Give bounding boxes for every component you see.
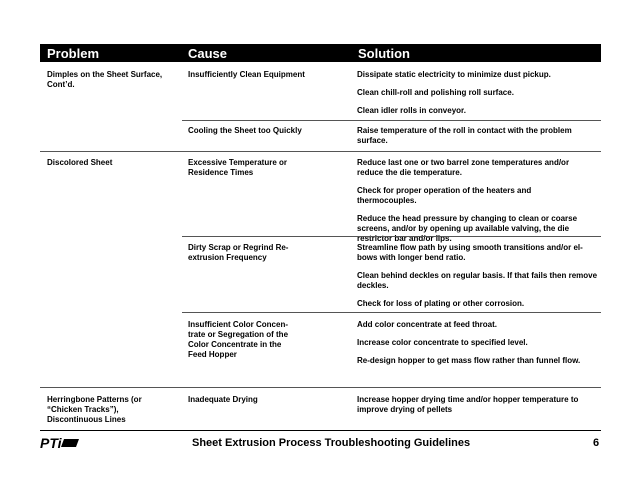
solution-cell bbox=[357, 126, 589, 146]
cause-cell: Insufficient Color Concen-trate or Segregation of the Color Concentrate in the Feed Hopper bbox=[188, 320, 289, 359]
solution-item: Clean chill-roll and polishing roll surface. bbox=[357, 88, 514, 97]
solution-cell bbox=[357, 320, 602, 366]
table-header bbox=[40, 44, 601, 62]
solution-item: Clean idler rolls in conveyor. bbox=[357, 106, 466, 115]
problem-cell: Herringbone Patterns (or “Chicken Tracks”), Discontinuous Lines bbox=[47, 395, 142, 424]
solution-cell bbox=[357, 395, 592, 415]
row-divider bbox=[40, 387, 601, 388]
solution-cell bbox=[357, 158, 589, 244]
solution-item: Increase color concentrate to specified level. bbox=[357, 338, 528, 347]
header-solution: Solution bbox=[358, 46, 410, 61]
header-cause: Cause bbox=[188, 46, 228, 61]
row-divider bbox=[40, 151, 601, 152]
solution-item: Add color concentrate at feed throat. bbox=[357, 320, 498, 329]
cause-divider bbox=[182, 236, 601, 237]
solution-item: Clean behind deckles on regular basis. If that fails then remove deckles. bbox=[357, 271, 598, 290]
cause-cell: Insufficiently Clean Equipment bbox=[188, 70, 305, 79]
solution-item: Check for proper operation of the heaters and thermocouples. bbox=[357, 186, 532, 205]
logo-text: PTi bbox=[40, 435, 62, 451]
cause-cell: Dirty Scrap or Regrind Re-extrusion Frequency bbox=[188, 243, 289, 262]
footer-title: Sheet Extrusion Process Troubleshooting Guidelines bbox=[192, 437, 471, 449]
solution-item: Dissipate static electricity to minimize dust pickup. bbox=[357, 70, 551, 79]
problem-cell: Dimples on the Sheet Surface, Cont’d. bbox=[47, 70, 163, 89]
solution-item: Reduce last one or two barrel zone temperatures and/or reduce the die temperature. bbox=[357, 158, 570, 177]
cause-divider bbox=[182, 120, 601, 121]
cause-cell: Excessive Temperature or Residence Times bbox=[188, 158, 288, 177]
solution-item: Reduce the head pressure by changing to clean or coarse screens, and/or by opening up available valving, the die restrictor bar and/or lips. bbox=[357, 214, 578, 243]
solution-item: Streamline flow path by using smooth transitions and/or el-bows with longer bend ratio. bbox=[357, 243, 583, 262]
solution-item: Raise temperature of the roll in contact with the problem surface. bbox=[357, 126, 572, 145]
cause-cell: Cooling the Sheet too Quickly bbox=[188, 126, 302, 135]
page-number: 6 bbox=[593, 437, 600, 449]
solution-item: Increase hopper drying time and/or hopper temperature to improve drying of pellets bbox=[357, 395, 579, 414]
problem-cell: Discolored Sheet bbox=[47, 158, 113, 167]
solution-cell bbox=[357, 70, 602, 116]
header-problem: Problem bbox=[47, 46, 100, 61]
cause-divider bbox=[182, 312, 601, 313]
logo-mark bbox=[61, 439, 79, 447]
footer-rule bbox=[40, 430, 601, 431]
cause-cell: Inadequate Drying bbox=[188, 395, 258, 404]
solution-item: Check for loss of plating or other corrosion. bbox=[357, 299, 525, 308]
solution-item: Re-design hopper to get mass flow rather than funnel flow. bbox=[357, 356, 581, 365]
pti-logo bbox=[40, 435, 80, 451]
solution-cell bbox=[357, 243, 602, 309]
